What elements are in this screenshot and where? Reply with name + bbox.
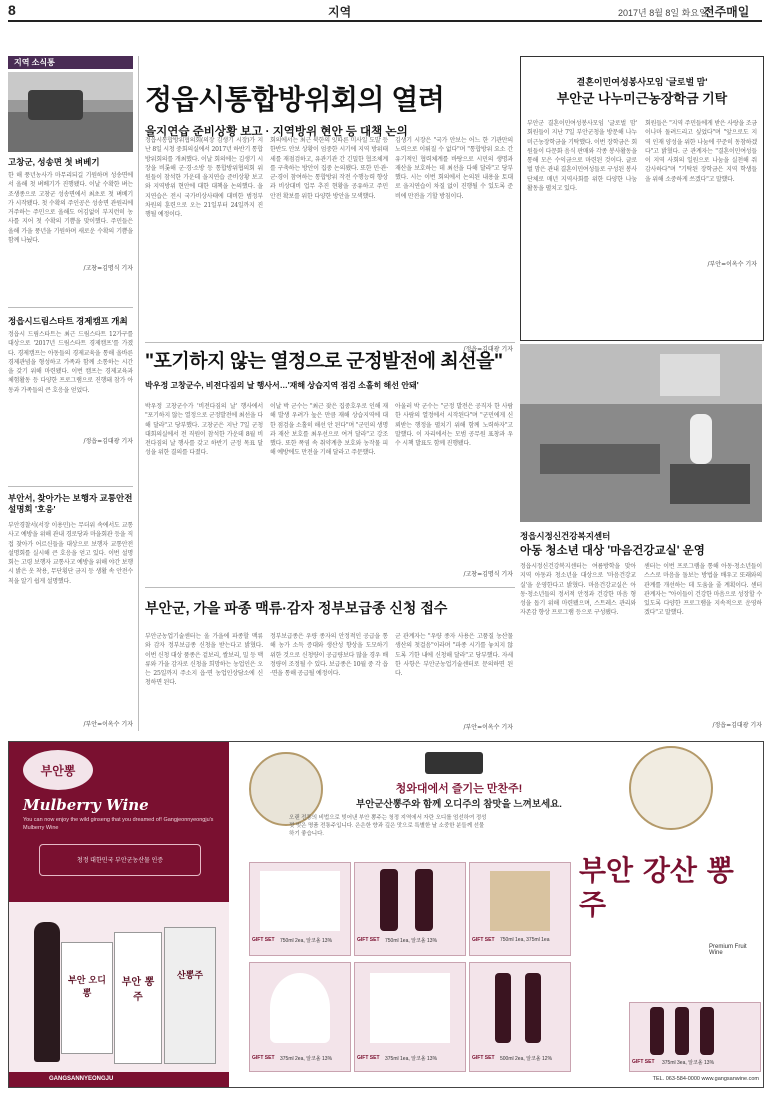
mid-subhead: 박우정 고창군수, 비전다짐의 날 행사서…'재해 상습지역 점검 소홀히 해선 안돼' <box>145 381 419 390</box>
sidebar-item-body-3: 부안경찰서(서장 이용민)는 무더위 속에서도 교통사고 예방을 위해 관내 경로당과 마을회관 등을 직접 찾아가 어르신들을 대상으로 보행자 교통안전 설명회를 실시해 큰 호응을 얻고 있다. 이번 설명회는 고령 보행자 교통사고 예방을 위해 야간 보행 시 밝은 옷 착용, 무단횡단 금지 등 생활 속 안전수칙을 알기 쉽게 설명했다. <box>8 522 133 585</box>
gift-set-card[interactable] <box>354 862 466 956</box>
mid-headline[interactable]: "포기하지 않는 열정으로 군정발전에 최선을" <box>145 351 503 372</box>
ad-brand-logo <box>23 750 93 790</box>
ad-bottle <box>114 932 162 1064</box>
ad-center-headline: 부안군산뽕주와 함께 오디주의 참맛을 느껴보세요. <box>356 799 562 810</box>
gift-set-card[interactable] <box>249 862 351 956</box>
divider <box>138 56 139 731</box>
ad-contact: TEL. 063-584-0000 www.gangsanwine.com <box>652 1076 759 1082</box>
ad-company: GANGSANNYEONGJU <box>49 1076 114 1082</box>
sidebar-item-title-2[interactable]: 정읍시드림스타트 경제캠프 개최 <box>8 316 128 326</box>
right-mid-kicker: 정읍시정신건강복지센터 <box>520 531 611 541</box>
gift-set-spec: 750ml 1ea, 알코올 13% <box>385 938 438 944</box>
page-header <box>8 0 762 22</box>
ad-bottle-label-text: 산뽕주 <box>176 971 204 981</box>
right-mid-byline: /정읍=김대광 기자 <box>712 722 762 729</box>
ad-seal-text: 청정 대한민국 부안군농산물 인증 <box>76 858 164 864</box>
ad-center-body: 오랜 전통의 비법으로 빚어낸 부안 뽕주는 청정 지역에서 자란 오디를 엄선하여 정성껏 빚은 명품 전통주입니다. 은은한 향과 깊은 맛으로 특별한 날 소중한 분들께 선물하기 좋습니다. <box>289 815 487 837</box>
gift-set-label: GIFT SET <box>252 937 275 943</box>
right-mid-article <box>520 526 762 732</box>
divider <box>8 486 133 487</box>
mid-col-3: 아울러 박 군수는 "군정 발전은 공직자 한 사람 한 사람의 열정에서 시작된다"며 "군민에게 신뢰받는 행정을 펼치기 위해 함께 노력하자"고 말했다. 이 자리에서는 모범 공무원 표창과 우수 시책 발표도 함께 진행됐다. <box>395 403 513 448</box>
mid-col-1: 박우정 고창군수가 '비전다짐의 날' 행사에서 "포기하지 않는 열정으로 군정발전에 최선을 다해 달라"고 당부했다. 고창군은 지난 7일 군청 대회의실에서 전 직원이 참석한 가운데 8월 비전다짐의 날 행사를 갖고 하반기 군정 목표 달성을 위한 결의를 다졌다. <box>145 403 263 457</box>
mid-byline: /고창=김명식 기자 <box>463 571 513 578</box>
sidebar-item-title-1[interactable]: 고창군, 성송면 첫 벼베기 <box>8 157 100 167</box>
ad-bottle-label <box>61 942 113 1054</box>
bottom-col-1: 부안군농업기술센터는 올 가을에 파종할 맥류와 감자 정부보급종 신청을 받는다고 밝혔다. 이번 신청 대상 품종은 겉보리, 쌀보리, 밀 등 맥류와 가을 감자로 신청을 희망하는 농업인은 오는 25일까지 주소지 읍·면 농업인상담소에 신청하면 된다. <box>145 633 263 687</box>
ad-tagline-en: You can now enjoy the wild ginseng that you dreamed of! Gangjeonnyeongju's Mulberry Wine <box>23 817 214 831</box>
sidebar-item-byline-3: /부안=이옥수 기자 <box>83 721 133 728</box>
gift-set-label: GIFT SET <box>357 1055 380 1061</box>
ad-center-panel <box>229 742 763 1087</box>
gift-set-spec: 375ml 1ea, 알코올 13% <box>385 1056 438 1062</box>
sidebar-item-body-2: 정읍시 드림스타트는 최근 드림스타트 12가구를 대상으로 '2017년 드림스타트 경제캠프'를 가졌다. 경제캠프는 아동들의 경제교육을 통해 올바른 경제관념을 형성하고 가족과 함께 소통하는 시간을 갖기 위해 마련됐다. 이번 캠프는 경제교육과 체험활동 등 다양한 프로그램으로 진행돼 참가 아동과 가족들의 큰 호응을 얻었다. <box>8 331 133 394</box>
gift-set-card[interactable] <box>469 862 571 956</box>
lead-col-2: 회의에서는 최근 북한의 잇따른 미사일 도발 등 한반도 안보 상황이 엄중한 시기에 지역 방위태세를 재점검하고, 유관기관 간 긴밀한 협조체계를 구축하는 방안이 집중 논의됐다. 또한 민·관·군·경이 참여하는 통합방위 작전 수행능력 향상과 비상대비 업무 추진 현황을 공유하고 주민 안전 확보를 위한 다양한 방안을 모색했다. <box>270 137 388 200</box>
lead-subhead: 을지연습 준비상황 보고 · 지역방위 현안 등 대책 논의 <box>145 126 408 138</box>
lead-byline: /정읍=김대광 기자 <box>463 346 513 353</box>
ad-brand-text: 부안뽕 <box>40 764 76 778</box>
sidebar-tag <box>8 56 133 69</box>
right-mid-col-2: 센터는 이번 프로그램을 통해 아동·청소년들이 스스로 마음을 돌보는 방법을 배우고 또래와의 관계를 개선하는 데 도움을 줄 계획이다. 센터 관계자는 "아이들이 건강한 마음으로 성장할 수 있도록 다양한 프로그램을 지속적으로 운영하겠다"고 말했다. <box>644 563 762 617</box>
bottom-col-3: 군 관계자는 "우량 종자 사용은 고품질 농산물 생산의 첫걸음"이라며 "파종 시기를 놓치지 않도록 기한 내에 신청해 달라"고 당부했다. 자세한 사항은 부안군농업기술센터로 문의하면 된다. <box>395 633 513 678</box>
right-top-kicker: 결혼이민여성봉사모임 '글로벌 맘' <box>576 77 708 87</box>
gift-set-spec: 750ml 1ea, 375ml 1ea <box>500 937 550 943</box>
sidebar <box>8 56 133 731</box>
sidebar-item-byline-1: /고창=김명식 기자 <box>83 265 133 272</box>
bottom-byline: /부안=이옥수 기자 <box>463 724 513 731</box>
lead-headline[interactable]: 정읍시통합방위회의 열려 <box>145 84 445 115</box>
mulberry-wine-ad[interactable] <box>8 741 764 1088</box>
ad-bottle <box>34 922 60 1062</box>
section-name: 지역 <box>328 5 352 19</box>
right-top-headline[interactable]: 부안군 나누미근농장학금 기탁 <box>556 91 728 106</box>
ad-brand-column <box>579 834 759 994</box>
bottom-col-2: 정부보급종은 우량 종자의 안정적인 공급을 통해 농가 소득 증대와 생산성 향상을 도모하기 위한 것으로 신청량이 공급량보다 많을 경우 배정량이 조정될 수 있다. 보급종은 10월 중 각 읍·면을 통해 공급될 예정이다. <box>270 633 388 678</box>
ad-brand-big: 부안 강산 뽕주 <box>579 854 734 921</box>
right-top-byline: /부안=이옥수 기자 <box>707 261 757 268</box>
divider <box>8 307 133 308</box>
divider <box>145 587 515 588</box>
sidebar-photo-harvest <box>8 72 133 152</box>
mid-article <box>145 344 515 584</box>
gift-set-label: GIFT SET <box>472 1055 495 1061</box>
ad-seal <box>39 844 201 876</box>
page-number: 8 <box>8 2 16 18</box>
gift-set-spec: 750ml 2ea, 알코올 13% <box>280 938 333 944</box>
ad-title-en: Mulberry Wine <box>23 796 149 814</box>
gift-set-label: GIFT SET <box>252 1055 275 1061</box>
paper-name: 전주매일 <box>703 5 750 19</box>
gift-set-card[interactable] <box>469 962 571 1072</box>
lead-article <box>145 56 515 353</box>
sidebar-tag-label: 지역 소식통 <box>14 58 55 67</box>
gift-set-spec: 375ml 3ea, 알코올 13% <box>662 1060 715 1066</box>
divider <box>145 342 515 343</box>
lead-col-3: 김생기 시장은 "국가 안보는 어느 한 기관만의 노력으로 이뤄질 수 없다"며 "통합방위 요소 간 유기적인 협력체계를 바탕으로 시민의 생명과 재산을 보호하는 데 최선을 다해 달라"고 당부했다. 시는 이번 회의에서 논의된 내용을 토대로 을지연습이 차질 없이 진행될 수 있도록 준비에 만전을 기할 방침이다. <box>395 137 513 200</box>
bottom-article <box>145 590 515 732</box>
classroom-photo <box>520 344 762 522</box>
lead-col-1: 정읍시통합방위협의회(의장 김생기 시장)가 지난 8일 시청 중회의실에서 2017년 하반기 통합방위회의를 개최했다. 이날 회의에는 김생기 시장을 비롯해 군·경·소방 등 통합방위협의회 위원들이 참석한 가운데 을지연습 준비상황 보고와 지역방위 현안에 대한 대책을 논의했다. 을지연습은 전시 국가비상사태에 대비한 범정부 차원의 훈련으로 오는 21일부터 24일까지 진행될 예정이다. <box>145 137 263 219</box>
issue-date: 2017년 8월 8일 화요일 <box>618 8 708 18</box>
right-mid-col-1: 정읍시정신건강복지센터는 여름방학을 맞아 지역 아동과 청소년을 대상으로 '마음건강교실'을 운영한다고 밝혔다. 마음건강교실은 아동·청소년들의 정서적 안정과 건강한 마음 형성을 돕기 위해 마련됐으며, 스트레스 관리와 자존감 향상 프로그램 등으로 구성됐다. <box>520 563 636 617</box>
ad-center-kicker: 청와대에서 즐기는 만찬주! <box>395 783 523 795</box>
gift-set-label: GIFT SET <box>632 1059 655 1065</box>
ad-left-panel <box>9 742 229 1087</box>
gift-set-spec: 375ml 2ea, 알코올 13% <box>280 1056 333 1062</box>
sidebar-item-title-3[interactable]: 부안서, 찾아가는 보행자 교통안전설명회 '호응' <box>8 493 133 514</box>
right-top-col-1: 부안군 결혼이민여성봉사모임 '글로벌 맘' 회원들이 지난 7일 부안군청을 방문해 나누미근농장학금을 기탁했다. 이번 장학금은 회원들이 다문화 음식 판매와 각종 봉사활동을 통해 모은 수익금으로 마련된 것이다. 글로벌 맘은 관내 결혼이민여성들로 구성된 봉사단체로 매년 지역사회를 위한 다양한 나눔 활동을 펼치고 있다. <box>527 120 637 193</box>
gift-set-card[interactable] <box>629 1002 761 1072</box>
right-top-col-2: 회원들은 "지역 주민들에게 받은 사랑을 조금이나마 돌려드리고 싶었다"며 "앞으로도 지역 인재 양성을 위한 나눔에 꾸준히 동참하겠다"고 밝혔다. 군 관계자는 "결혼이민여성들이 지역 사회의 일원으로 나눔을 실천해 줘 감사하다"며 "기탁된 장학금은 지역 학생들을 위해 소중하게 쓰겠다"고 말했다. <box>645 120 757 183</box>
right-top-article <box>520 56 764 341</box>
ad-bottle <box>164 927 216 1064</box>
gift-set-card[interactable] <box>354 962 466 1072</box>
bottom-headline[interactable]: 부안군, 가을 파종 맥류·감자 정부보급종 신청 접수 <box>145 600 448 616</box>
sidebar-item-byline-2: /정읍=김대광 기자 <box>83 438 133 445</box>
ad-premium-label: Premium Fruit Wine <box>709 944 747 956</box>
gift-set-label: GIFT SET <box>472 937 495 943</box>
sidebar-item-body-1: 한 해 풍년농사가 마무리되길 기원하며 성송면에서 올해 첫 벼베기가 진행됐다. 이날 수확한 벼는 조생종으로 고창군 성송면에서 최초로 첫 벼베기가 시작됐다. 첫 수확의 주인공은 성송면 관원리에 거주하는 주민으로 올해도 어김없이 부지런히 농사를 지어 첫 수확의 기쁨을 맞이했다. 주민들은 올해 가을 풍년을 기원하며 새로운 수확의 기쁨을 함께 나눴다. <box>8 172 133 245</box>
ad-bottle-row <box>9 902 229 1072</box>
ad-bottle-label-text: 부안 뽕주 <box>121 977 155 1003</box>
right-mid-headline[interactable]: 아동 청소년 대상 '마음건강교실' 운영 <box>520 545 705 557</box>
ad-bottle-label-text: 부안 오디뽕 <box>68 976 106 999</box>
mid-col-2: 이날 박 군수는 "최근 잦은 집중호우로 인해 재해 발생 우려가 높은 만큼 재해 상습지역에 대한 점검을 소홀히 해선 안 된다"며 "군민의 생명과 재산 보호를 최우선으로 여겨 달라"고 강조했다. 또한 폭염 속 취약계층 보호와 농작물 피해 예방에도 만전을 기해 달라고 주문했다. <box>270 403 388 457</box>
gift-set-card[interactable] <box>249 962 351 1072</box>
gift-set-spec: 500ml 2ea, 알코올 12% <box>500 1056 553 1062</box>
gift-set-label: GIFT SET <box>357 937 380 943</box>
ad-badge-icon <box>425 752 483 774</box>
